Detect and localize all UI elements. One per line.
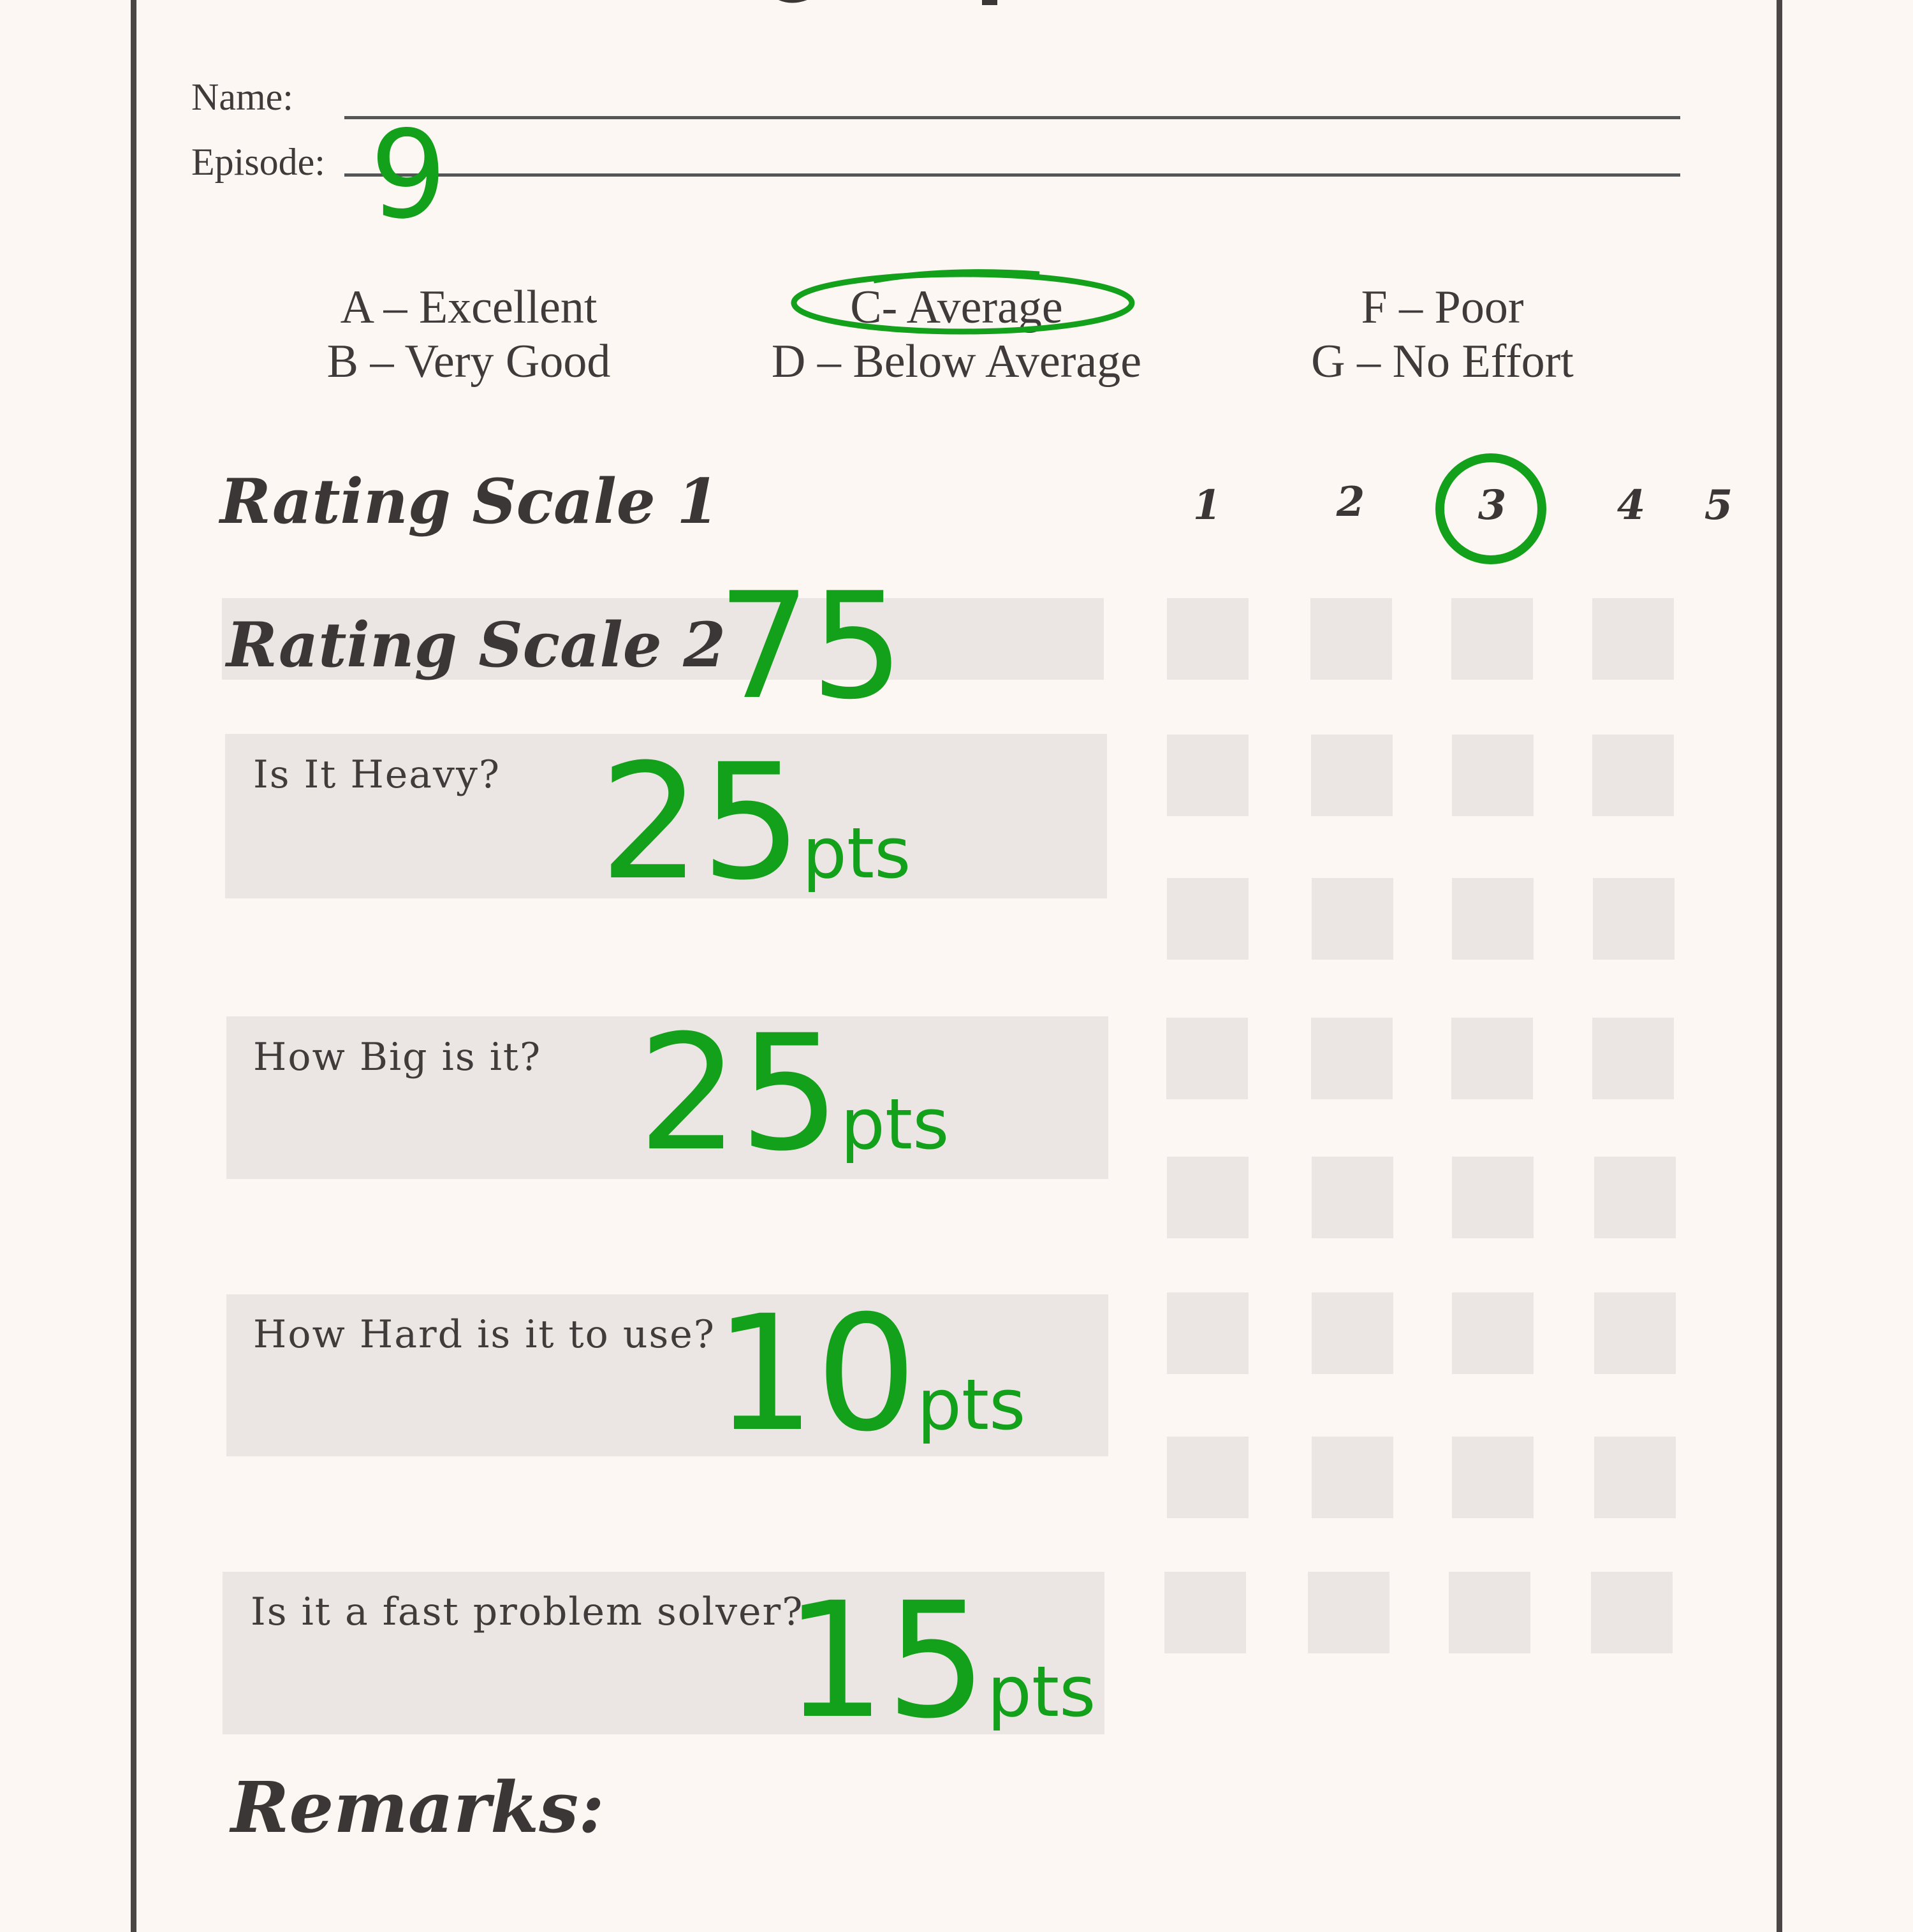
- name-field[interactable]: [344, 116, 1680, 119]
- scale-circle-mark: [1425, 450, 1559, 571]
- checkbox[interactable]: [1452, 1437, 1534, 1518]
- points-difficulty: 10pts: [714, 1281, 1026, 1467]
- total-handwritten: 75: [717, 562, 904, 732]
- checkbox[interactable]: [1592, 1018, 1674, 1099]
- checkbox[interactable]: [1166, 1018, 1248, 1099]
- checkbox[interactable]: [1593, 878, 1675, 960]
- scale-number-5: 5: [1704, 481, 1733, 529]
- checkbox[interactable]: [1308, 1572, 1389, 1653]
- checkbox[interactable]: [1167, 878, 1249, 960]
- checkbox[interactable]: [1449, 1572, 1530, 1653]
- checkbox[interactable]: [1312, 1157, 1393, 1238]
- grade-d: D – Below Average: [771, 335, 1142, 388]
- remarks-label: Remarks:: [231, 1766, 605, 1848]
- checkbox[interactable]: [1312, 1437, 1393, 1518]
- rating-scale-2-title: Rating Scale 2: [226, 609, 726, 681]
- points-size: 25pts: [638, 1000, 949, 1186]
- checkbox[interactable]: [1452, 878, 1534, 960]
- checkbox[interactable]: [1312, 1292, 1393, 1374]
- checkbox[interactable]: [1594, 1437, 1676, 1518]
- grade-circle-mark: [784, 265, 1141, 348]
- checkbox[interactable]: [1594, 1157, 1676, 1238]
- checkbox[interactable]: [1310, 598, 1392, 680]
- checkbox[interactable]: [1311, 1018, 1393, 1099]
- grade-g: G – No Effort: [1311, 335, 1574, 388]
- scale-number-1: 1: [1192, 481, 1222, 529]
- checkbox[interactable]: [1592, 598, 1674, 680]
- scale-number-4: 4: [1616, 481, 1646, 529]
- episode-field[interactable]: [344, 173, 1680, 177]
- points-heavy: 25pts: [599, 729, 911, 915]
- scale-number-3: 3: [1477, 481, 1507, 529]
- question-heavy: Is It Heavy?: [253, 752, 501, 797]
- grade-a: A – Excellent: [340, 281, 597, 333]
- checkbox[interactable]: [1451, 598, 1533, 680]
- checkbox[interactable]: [1452, 1157, 1534, 1238]
- rating-scale-1-title: Rating Scale 1: [220, 465, 720, 538]
- checkbox[interactable]: [1167, 1437, 1249, 1518]
- question-size: How Big is it?: [253, 1035, 542, 1079]
- checkbox[interactable]: [1592, 735, 1674, 816]
- checkbox[interactable]: [1594, 1292, 1676, 1374]
- grade-b: B – Very Good: [326, 335, 611, 388]
- question-speed: Is it a fast problem solver?: [251, 1590, 804, 1634]
- checkbox[interactable]: [1311, 735, 1393, 816]
- cropped-title: [752, 0, 1071, 13]
- episode-handwritten-value: 9: [370, 105, 447, 245]
- question-difficulty: How Hard is it to use?: [253, 1312, 715, 1357]
- scale-number-2: 2: [1336, 478, 1365, 526]
- checkbox[interactable]: [1167, 735, 1249, 816]
- checkbox[interactable]: [1452, 735, 1534, 816]
- checkbox[interactable]: [1167, 1292, 1249, 1374]
- checkbox[interactable]: [1167, 598, 1249, 680]
- checkbox[interactable]: [1164, 1572, 1246, 1653]
- checkbox[interactable]: [1451, 1018, 1533, 1099]
- points-speed: 15pts: [784, 1568, 1096, 1753]
- checkbox[interactable]: [1452, 1292, 1534, 1374]
- checkbox[interactable]: [1167, 1157, 1249, 1238]
- name-label: Name:: [191, 76, 293, 118]
- grade-f: F – Poor: [1361, 281, 1524, 333]
- checkbox[interactable]: [1312, 878, 1393, 960]
- episode-label: Episode:: [191, 141, 325, 183]
- grade-c: C- Average: [850, 281, 1063, 333]
- checkbox[interactable]: [1591, 1572, 1673, 1653]
